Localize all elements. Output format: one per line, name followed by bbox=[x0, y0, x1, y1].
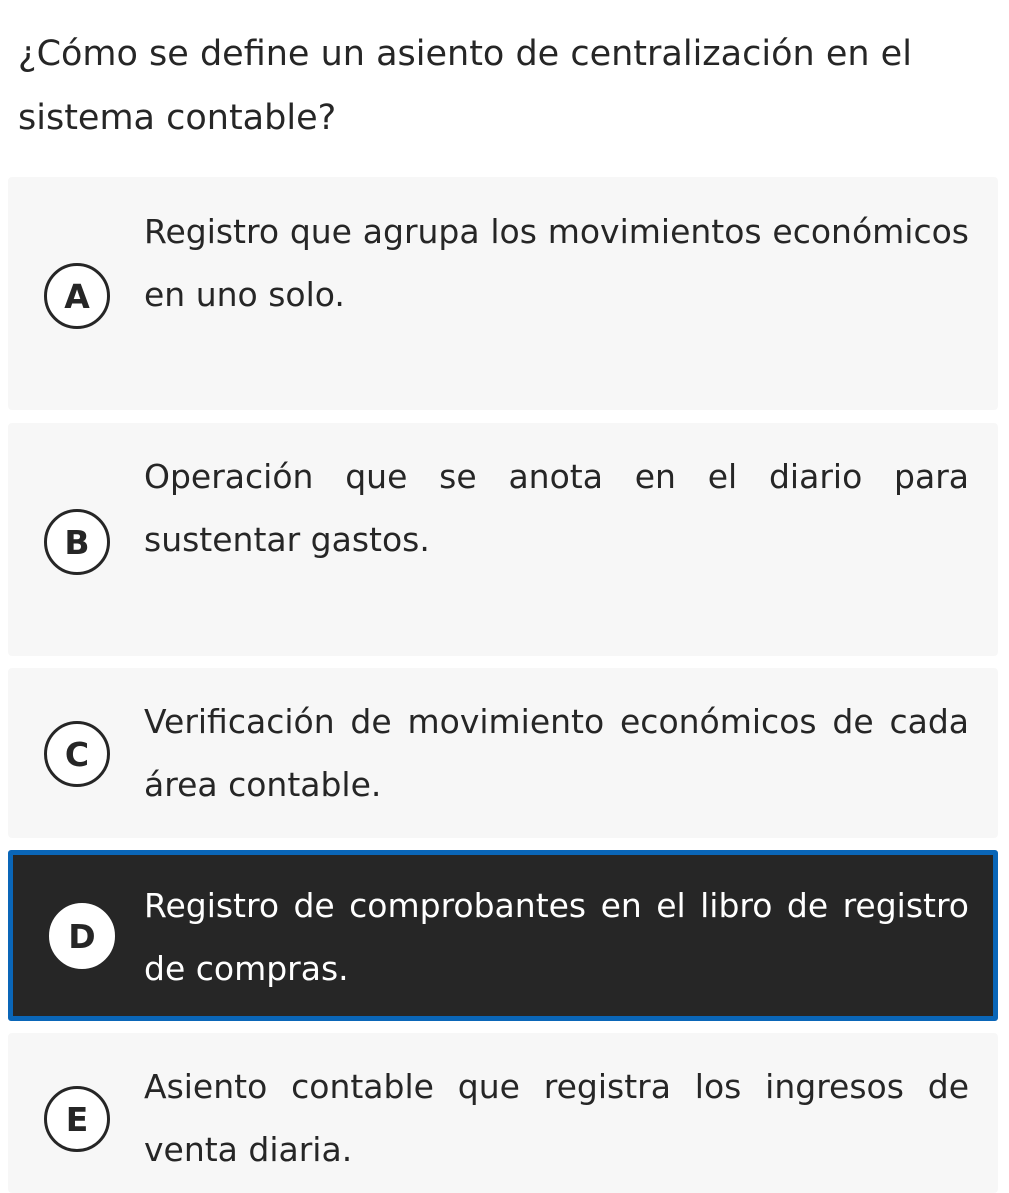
option-text: Operación que se anota en el diario para sustentar gastos. bbox=[144, 457, 969, 559]
option-b[interactable] bbox=[8, 423, 998, 656]
option-d-selected[interactable] bbox=[8, 850, 998, 1021]
option-a[interactable] bbox=[8, 177, 998, 410]
option-text: Asiento contable que registra los ingresos de venta diaria. bbox=[144, 1067, 969, 1169]
option-letter-badge: C bbox=[44, 721, 110, 787]
question-text: ¿Cómo se define un asiento de centralización en el sistema contable? bbox=[18, 34, 912, 138]
option-letter-badge: A bbox=[44, 263, 110, 329]
option-text: Registro que agrupa los movimientos económicos en uno solo. bbox=[144, 212, 969, 314]
option-text: Verificación de movimiento económicos de cada área contable. bbox=[144, 702, 969, 804]
option-letter-badge: B bbox=[44, 509, 110, 575]
option-letter-badge: D bbox=[49, 903, 115, 969]
option-e[interactable] bbox=[8, 1033, 998, 1193]
option-letter-badge: E bbox=[44, 1086, 110, 1152]
option-text: Registro de comprobantes en el libro de registro de compras. bbox=[144, 886, 969, 988]
option-c[interactable] bbox=[8, 668, 998, 838]
